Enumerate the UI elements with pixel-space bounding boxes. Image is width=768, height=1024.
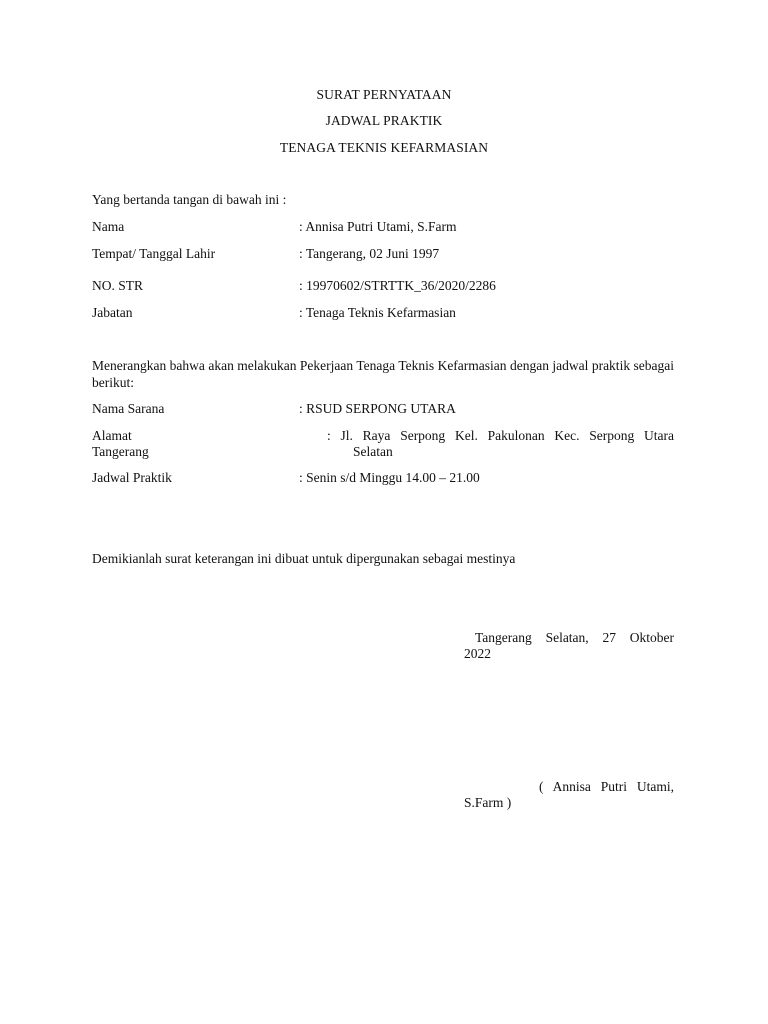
alamat-label-cont: Tangerang [92, 444, 149, 459]
jadwal-label: Jadwal Praktik [92, 470, 172, 485]
intro-text: Yang bertanda tangan di bawah ini : [92, 192, 287, 207]
title-line-1: SURAT PERNYATAAN [316, 87, 452, 102]
ttl-value: : Tangerang, 02 Juni 1997 [299, 246, 440, 261]
jabatan-label: Jabatan [92, 305, 133, 320]
alamat-value: : Jl. Raya Serpong Kel. Pakulonan Kec. Serpong Utara [327, 428, 674, 443]
sarana-value: : RSUD SERPONG UTARA [299, 401, 456, 416]
nama-label: Nama [92, 219, 125, 234]
ttl-label: Tempat/ Tanggal Lahir [92, 246, 216, 261]
closing-text: Demikianlah surat keterangan ini dibuat untuk dipergunakan sebagai mestinya [92, 551, 516, 566]
jadwal-value: : Senin s/d Minggu 14.00 – 21.00 [299, 470, 480, 485]
str-label: NO. STR [92, 278, 144, 293]
signature-line-1: ( Annisa Putri Utami, [539, 779, 674, 794]
alamat-label: Alamat [92, 428, 132, 443]
place-date-line-1: Tangerang Selatan, 27 Oktober [475, 630, 674, 645]
statement-paragraph: Menerangkan bahwa akan melakukan Pekerjaan Tenaga Teknis Kefarmasian dengan jadwal praktik sebagai berikut: [92, 358, 674, 390]
str-value: : 19970602/STRTTK_36/2020/2286 [299, 278, 496, 293]
place-date-line-2: 2022 [464, 646, 491, 661]
jabatan-value: : Tenaga Teknis Kefarmasian [299, 305, 456, 320]
nama-value: : Annisa Putri Utami, S.Farm [299, 219, 457, 234]
title-line-2: JADWAL PRAKTIK [325, 113, 443, 128]
alamat-value-cont: Selatan [353, 444, 393, 459]
title-line-3: TENAGA TEKNIS KEFARMASIAN [279, 140, 489, 155]
sarana-label: Nama Sarana [92, 401, 165, 416]
signature-line-2: S.Farm ) [464, 795, 512, 810]
